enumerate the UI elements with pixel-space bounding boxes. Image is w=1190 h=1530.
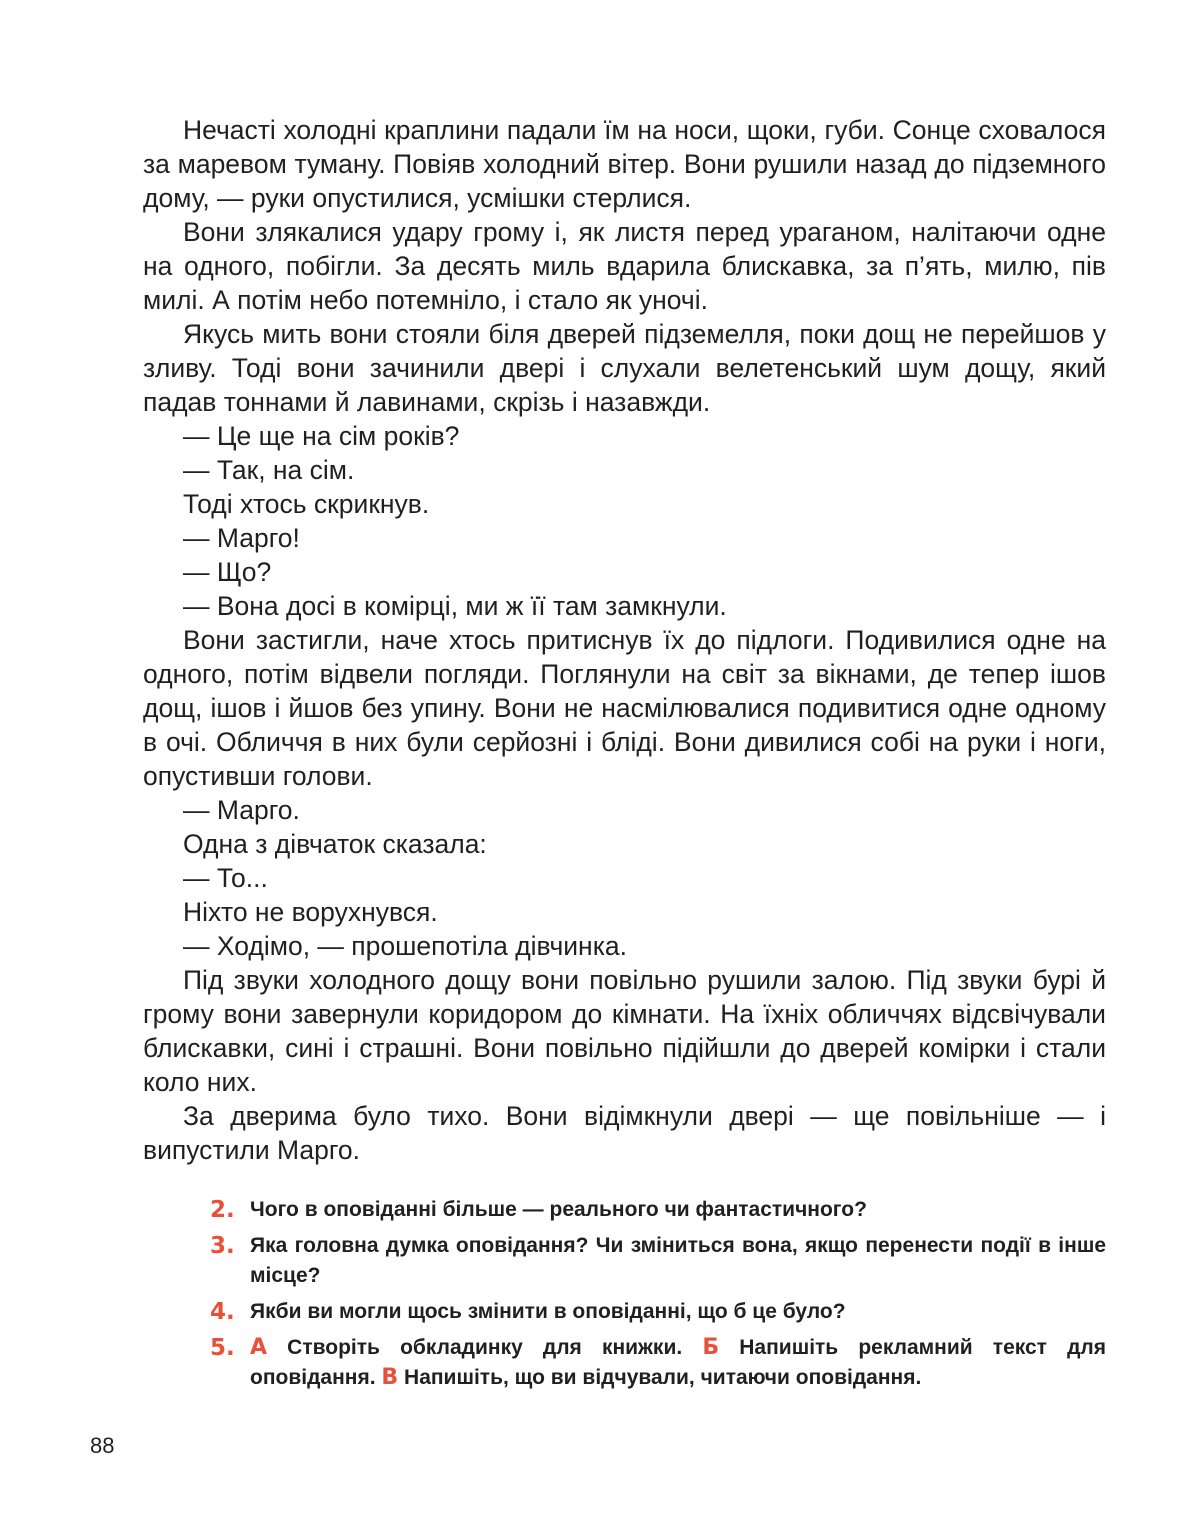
dialogue-line: — Марго. <box>183 795 300 825</box>
task-letter-c: В <box>381 1365 399 1390</box>
question-list <box>210 1195 1106 1399</box>
dialogue-line: — Що? <box>183 557 272 587</box>
story-text <box>143 113 1106 1167</box>
task-letter-a: А <box>250 1335 268 1360</box>
story-paragraph: Вони злякалися удару грому і, як листя перед ураганом, налітаючи одне на одного, побігли. За десять миль вдарила блискавка, за п’ять, милю, пів милі. А потім небо потемніло, і стало як уночі. <box>143 217 1106 315</box>
story-paragraph: Тоді хтось скрикнув. <box>183 489 430 519</box>
question-5 <box>210 1333 1106 1393</box>
question-text: Якби ви могли щось змінити в оповіданні, що б це було? <box>250 1300 846 1323</box>
dialogue-line: — Марго! <box>183 523 300 553</box>
question-2 <box>210 1195 1106 1225</box>
story-paragraph: Одна з дівчаток сказала: <box>183 829 487 859</box>
question-4 <box>210 1297 1106 1327</box>
question-number: 3. <box>210 1233 235 1259</box>
story-paragraph: За дверима було тихо. Вони відімкнули двері — ще повільніше — і випустили Марго. <box>143 1101 1106 1165</box>
question-text: Яка головна думка оповідання? Чи зміниться вона, якщо перенести події в інше місце? <box>250 1234 1106 1287</box>
story-paragraph: Якусь мить вони стояли біля дверей підземелля, поки дощ не перейшов у зливу. Тоді вони зачинили двері і слухали велетенський шум дощу, який падав тоннами й лавинами, скрізь і назавжди. <box>143 319 1106 417</box>
task-text-a: Створіть обкладинку для книжки. <box>287 1336 683 1359</box>
dialogue-line: — Так, на сім. <box>183 455 355 485</box>
question-3 <box>210 1231 1106 1291</box>
page-number: 88 <box>90 1433 115 1458</box>
dialogue-line: — Це ще на сім років? <box>183 421 460 451</box>
task-text-b: Напишіть рекламний текст для оповідання. <box>250 1336 1107 1389</box>
question-number: 2. <box>210 1197 235 1223</box>
task-text-c: Напишіть, що ви відчували, читаючи оповідання. <box>404 1366 922 1389</box>
story-paragraph: Нечасті холодні краплини падали їм на носи, щоки, губи. Сонце сховалося за маревом туману. Повіяв холодний вітер. Вони рушили назад до підземного дому, — руки опустилися, усмішки стерлися. <box>143 115 1106 213</box>
dialogue-line: — Вона досі в комірці, ми ж її там замкнули. <box>183 591 727 621</box>
story-paragraph: Вони застигли, наче хтось притиснув їх до підлоги. Подивилися одне на одного, потім відвели погляди. Поглянули на світ за вікнами, де тепер ішов дощ, ішов і йшов без упину. Вони не насмілювалися подивитися одне одному в очі. Обличчя в них були серйозні і бліді. Вони дивилися собі на руки і ноги, опустивши голови. <box>143 625 1106 791</box>
question-number: 5. <box>210 1335 235 1361</box>
task-letter-b: Б <box>702 1335 720 1360</box>
dialogue-line: — То... <box>183 863 268 893</box>
question-number: 4. <box>210 1299 235 1325</box>
story-paragraph: Ніхто не ворухнувся. <box>183 897 438 927</box>
dialogue-line: — Ходімо, — прошепотіла дівчинка. <box>183 931 627 961</box>
story-paragraph: Під звуки холодного дощу вони повільно рушили залою. Під звуки бурі й грому вони завернули коридором до кімнати. На їхніх обличчях відсвічували блискавки, сині і страшні. Вони повільно підійшли до дверей комірки і стали коло них. <box>143 965 1106 1097</box>
question-text: Чого в оповіданні більше — реального чи фантастичного? <box>250 1198 867 1221</box>
